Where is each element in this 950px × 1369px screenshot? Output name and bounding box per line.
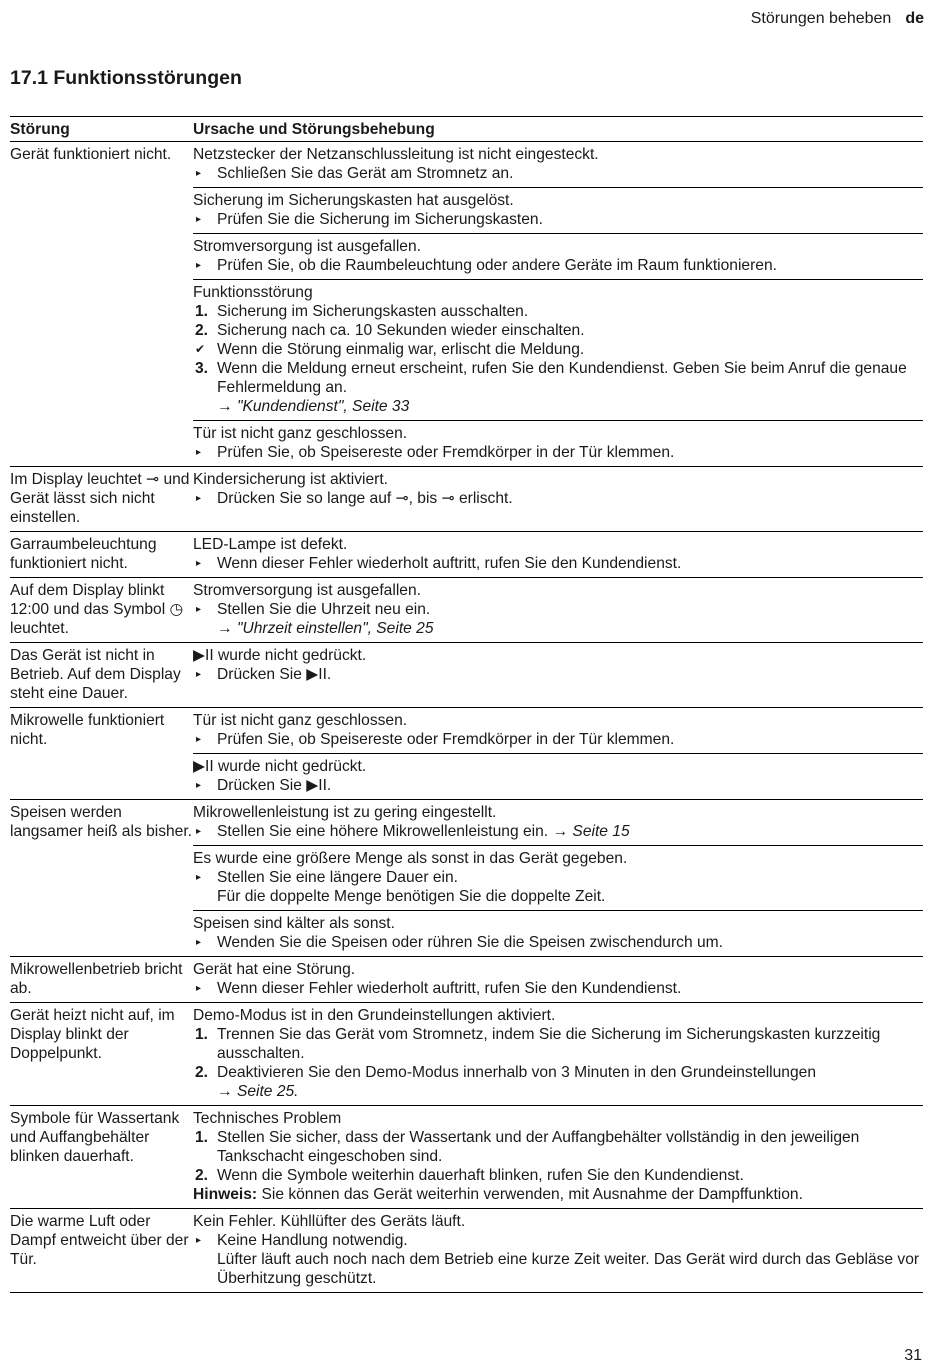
remedy-action <box>193 554 923 573</box>
remedy-text: Für die doppelte Menge benötigen Sie die doppelte Zeit. <box>217 888 606 905</box>
table-row <box>10 142 923 467</box>
action-marker-icon: ▸ <box>196 558 202 569</box>
cause-text: Stromversorgung ist ausgefallen. <box>193 238 421 255</box>
remedy-text: Trennen Sie das Gerät vom Stromnetz, indem Sie die Sicherung im Sicherungskasten kurzzeitig ausschalten. <box>217 1026 881 1062</box>
remedy-text: Wenn dieser Fehler wiederholt auftritt, rufen Sie den Kundendienst. <box>217 980 682 997</box>
remedy-check <box>193 340 923 359</box>
cause-block <box>193 187 923 233</box>
section-title: 17.1 Funktionsstörungen <box>10 67 242 89</box>
remedy-action <box>193 600 923 619</box>
fault-symptom: Auf dem Display blinkt 12:00 und das Symbol ◷ leuchtet. <box>10 578 193 643</box>
remedy-action <box>193 164 923 183</box>
cause-block <box>193 233 923 279</box>
remedy-text: Wenn dieser Fehler wiederholt auftritt, rufen Sie den Kundendienst. <box>217 555 682 572</box>
remedy-action <box>193 665 923 684</box>
table-row <box>10 532 923 578</box>
cause-text: Tür ist nicht ganz geschlossen. <box>193 712 408 729</box>
remedy-action <box>193 979 923 998</box>
cause-text: Speisen sind kälter als sonst. <box>193 915 395 932</box>
checkmark-icon: ✔ <box>195 342 206 356</box>
note-text: Sie können das Gerät weiterhin verwenden, mit Ausnahme der Dampffunktion. <box>261 1186 803 1203</box>
fault-symptom: Die warme Luft oder Dampf entweicht über der Tür. <box>10 1209 193 1293</box>
remedy-action <box>193 822 923 841</box>
note-label: Hinweis: <box>193 1186 258 1203</box>
remedy-step <box>193 1025 923 1063</box>
remedy-text: Schließen Sie das Gerät am Stromnetz an. <box>217 165 514 182</box>
remedy-text: Drücken Sie ▶II. <box>217 666 332 683</box>
cause-text: Demo-Modus ist in den Grundeinstellungen aktiviert. <box>193 1007 556 1024</box>
cause-text: ▶II wurde nicht gedrückt. <box>193 647 367 664</box>
cause-block <box>193 532 923 577</box>
cause-text: Kindersicherung ist aktiviert. <box>193 471 389 488</box>
table-row <box>10 643 923 708</box>
remedy-action <box>193 443 923 462</box>
step-number: 2. <box>195 1064 209 1081</box>
table-header-row <box>10 117 923 142</box>
remedy-text: Wenn die Meldung erneut erscheint, rufen Sie den Kundendienst. Geben Sie beim Anruf die genaue Fehlermeldung an. <box>217 360 907 396</box>
cause-block <box>193 957 923 1002</box>
action-marker-icon: ▸ <box>196 493 202 504</box>
reference-arrow-icon: → <box>217 398 237 415</box>
table-row <box>10 708 923 800</box>
cause-text: Netzstecker der Netzanschlussleitung ist nicht eingesteckt. <box>193 146 599 163</box>
remedy-text: Wenn die Symbole weiterhin dauerhaft blinken, rufen Sie den Kundendienst. <box>217 1167 744 1184</box>
remedy-step <box>193 1166 923 1185</box>
remedy-text: Deaktivieren Sie den Demo-Modus innerhalb von 3 Minuten in den Grundeinstellungen <box>217 1064 816 1081</box>
remedy-step <box>193 302 923 321</box>
cause-text: Kein Fehler. Kühllüfter des Geräts läuft. <box>193 1213 466 1230</box>
fault-causes-cell <box>193 142 923 467</box>
remedy-text: Drücken Sie so lange auf ⊸, bis ⊸ erlischt. <box>217 490 513 507</box>
cause-block <box>193 279 923 420</box>
fault-symptom: Garraumbeleuchtung funktioniert nicht. <box>10 532 193 578</box>
fault-symptom: Mikrowelle funktioniert nicht. <box>10 708 193 800</box>
reference-arrow-icon: → <box>217 1083 237 1100</box>
remedy-action <box>193 1231 923 1250</box>
page-reference: Seite 25. <box>236 1083 299 1100</box>
remedy-action <box>193 256 923 275</box>
remedy-action <box>193 210 923 229</box>
remedy-text: Wenden Sie die Speisen oder rühren Sie die Speisen zwischendurch um. <box>217 934 723 951</box>
page-reference: "Kundendienst", Seite 33 <box>236 398 410 415</box>
remedy-note <box>193 1185 923 1204</box>
action-marker-icon: ▸ <box>196 604 202 615</box>
reference-arrow-icon: → <box>217 620 237 637</box>
fault-symptom: Speisen werden langsamer heiß als bisher. <box>10 800 193 957</box>
cause-text: Stromversorgung ist ausgefallen. <box>193 582 421 599</box>
cause-block <box>193 643 923 688</box>
remedy-text: Prüfen Sie, ob Speisereste oder Fremdkörper in der Tür klemmen. <box>217 444 675 461</box>
fault-table <box>10 116 923 1293</box>
reference-arrow-icon: → <box>552 823 573 840</box>
page-number: 31 <box>904 1347 922 1364</box>
action-marker-icon: ▸ <box>196 1235 202 1246</box>
fault-causes-cell <box>193 1106 923 1209</box>
cause-block <box>193 1106 923 1208</box>
header-section: Störungen beheben <box>750 10 892 27</box>
fault-symptom: Gerät heizt nicht auf, im Display blinkt der Doppelpunkt. <box>10 1003 193 1106</box>
action-marker-icon: ▸ <box>196 872 202 883</box>
page-header <box>751 10 924 28</box>
table-row <box>10 1003 923 1106</box>
fault-causes-cell <box>193 467 923 532</box>
cause-text: Tür ist nicht ganz geschlossen. <box>193 425 408 442</box>
action-marker-icon: ▸ <box>196 983 202 994</box>
cause-block <box>193 753 923 799</box>
remedy-plain <box>193 887 923 906</box>
cause-block <box>193 578 923 642</box>
cause-text: ▶II wurde nicht gedrückt. <box>193 758 367 775</box>
cause-block <box>193 845 923 910</box>
cause-text: Gerät hat eine Störung. <box>193 961 356 978</box>
remedy-text: Stellen Sie die Uhrzeit neu ein. <box>217 601 431 618</box>
remedy-text: Drücken Sie ▶II. <box>217 777 332 794</box>
action-marker-icon: ▸ <box>196 826 202 837</box>
action-marker-icon: ▸ <box>196 260 202 271</box>
step-number: 1. <box>195 1026 209 1043</box>
table-row <box>10 578 923 643</box>
remedy-action <box>193 489 923 508</box>
step-number: 3. <box>195 360 209 377</box>
cause-block <box>193 800 923 845</box>
page-reference: "Uhrzeit einstellen", Seite 25 <box>236 620 434 637</box>
step-number: 2. <box>195 322 209 339</box>
fault-causes-cell <box>193 532 923 578</box>
cause-block <box>193 142 923 187</box>
table-row <box>10 1106 923 1209</box>
cause-text: Funktionsstörung <box>193 284 313 301</box>
action-marker-icon: ▸ <box>196 780 202 791</box>
table-row <box>10 957 923 1003</box>
fault-causes-cell <box>193 578 923 643</box>
column-header-fault: Störung <box>10 117 193 142</box>
table-row <box>10 800 923 957</box>
fault-causes-cell <box>193 1209 923 1293</box>
action-marker-icon: ▸ <box>196 937 202 948</box>
action-marker-icon: ▸ <box>196 447 202 458</box>
remedy-action <box>193 730 923 749</box>
fault-symptom: Im Display leuchtet ⊸ und Gerät lässt sich nicht einstellen. <box>10 467 193 532</box>
remedy-step <box>193 359 923 397</box>
cause-block <box>193 1209 923 1292</box>
column-header-cause: Ursache und Störungsbehebung <box>193 117 923 142</box>
remedy-action <box>193 933 923 952</box>
remedy-ref <box>193 1082 923 1101</box>
header-language: de <box>905 10 924 27</box>
table-row <box>10 1209 923 1293</box>
remedy-text: Prüfen Sie, ob die Raumbeleuchtung oder andere Geräte im Raum funktionieren. <box>217 257 777 274</box>
step-number: 1. <box>195 1129 209 1146</box>
remedy-text: Stellen Sie eine längere Dauer ein. <box>217 869 458 886</box>
page-reference: Seite 15 <box>572 823 630 840</box>
cause-text: Mikrowellenleistung ist zu gering eingestellt. <box>193 804 497 821</box>
cause-block <box>193 708 923 753</box>
remedy-text: Prüfen Sie die Sicherung im Sicherungskasten. <box>217 211 543 228</box>
cause-text: Technisches Problem <box>193 1110 342 1127</box>
remedy-step <box>193 1063 923 1082</box>
fault-causes-cell <box>193 957 923 1003</box>
fault-symptom: Mikrowellenbetrieb bricht ab. <box>10 957 193 1003</box>
remedy-text: Stellen Sie eine höhere Mikrowellenleistung ein. <box>217 823 549 840</box>
remedy-plain <box>193 1250 923 1288</box>
remedy-text: Lüfter läuft auch noch nach dem Betrieb eine kurze Zeit weiter. Das Gerät wird durch das Gebläse vor Überhitzung geschützt. <box>217 1251 920 1287</box>
remedy-step <box>193 1128 923 1166</box>
fault-symptom: Symbole für Wassertank und Auffangbehälter blinken dauerhaft. <box>10 1106 193 1209</box>
fault-symptom: Gerät funktioniert nicht. <box>10 142 193 467</box>
remedy-text: Prüfen Sie, ob Speisereste oder Fremdkörper in der Tür klemmen. <box>217 731 675 748</box>
cause-text: Sicherung im Sicherungskasten hat ausgelöst. <box>193 192 514 209</box>
remedy-ref <box>193 619 923 638</box>
cause-block <box>193 1003 923 1105</box>
cause-text: LED-Lampe ist defekt. <box>193 536 348 553</box>
step-number: 2. <box>195 1167 209 1184</box>
remedy-text: Sicherung im Sicherungskasten ausschalten. <box>217 303 529 320</box>
cause-text: Es wurde eine größere Menge als sonst in das Gerät gegeben. <box>193 850 628 867</box>
cause-block <box>193 910 923 956</box>
cause-block <box>193 467 923 512</box>
remedy-text: Keine Handlung notwendig. <box>217 1232 408 1249</box>
remedy-action <box>193 868 923 887</box>
action-marker-icon: ▸ <box>196 734 202 745</box>
fault-causes-cell <box>193 708 923 800</box>
action-marker-icon: ▸ <box>196 168 202 179</box>
remedy-text: Wenn die Störung einmalig war, erlischt die Meldung. <box>217 341 585 358</box>
cause-block <box>193 420 923 466</box>
fault-causes-cell <box>193 800 923 957</box>
step-number: 1. <box>195 303 209 320</box>
action-marker-icon: ▸ <box>196 669 202 680</box>
remedy-text: Stellen Sie sicher, dass der Wassertank und der Auffangbehälter vollständig in den jeweiligen Tankschacht eingeschoben sind. <box>217 1129 860 1165</box>
remedy-step <box>193 321 923 340</box>
remedy-text: Sicherung nach ca. 10 Sekunden wieder einschalten. <box>217 322 585 339</box>
fault-causes-cell <box>193 643 923 708</box>
fault-causes-cell <box>193 1003 923 1106</box>
remedy-action <box>193 776 923 795</box>
table-row <box>10 467 923 532</box>
remedy-ref <box>193 397 923 416</box>
action-marker-icon: ▸ <box>196 214 202 225</box>
fault-symptom: Das Gerät ist nicht in Betrieb. Auf dem Display steht eine Dauer. <box>10 643 193 708</box>
